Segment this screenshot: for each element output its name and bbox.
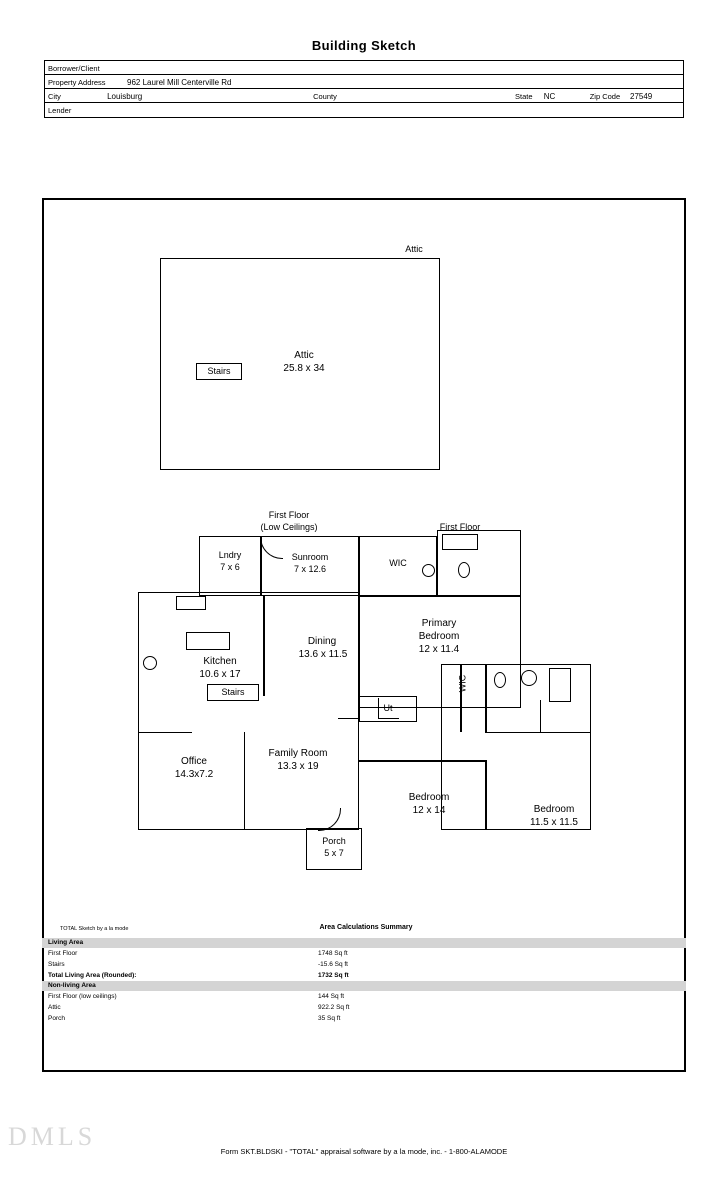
form-footer-text: Form SKT.BLDSKI - "TOTAL" appraisal software by a la mode, inc. - 1-800-ALAMODE bbox=[220, 1147, 508, 1156]
primary-bedroom-dims: 12 x 11.4 bbox=[418, 644, 460, 655]
porch-dims: 5 x 7 bbox=[324, 848, 344, 858]
sunroom-name: Sunroom bbox=[291, 552, 329, 562]
sunroom-dims: 7 x 12.6 bbox=[293, 564, 327, 574]
hall-bath-divider bbox=[540, 700, 541, 732]
dining-dims: 13.6 x 11.5 bbox=[298, 649, 348, 660]
area-calculations-title: Area Calculations Summary bbox=[319, 924, 413, 931]
calc-value: 1732 Sq ft bbox=[318, 972, 349, 979]
laundry-name: Lndry bbox=[218, 550, 242, 560]
office-dims: 14.3x7.2 bbox=[174, 769, 214, 780]
total-sketch-note: TOTAL Sketch by a la mode bbox=[60, 926, 129, 932]
calc-value: 922.2 Sq ft bbox=[318, 1004, 350, 1011]
area-calculations-summary bbox=[42, 938, 686, 1024]
calc-row-first-floor-low-ceilings bbox=[42, 991, 686, 1002]
first-floor-title-label: First Floor bbox=[439, 522, 481, 532]
page-title: Building Sketch bbox=[311, 38, 417, 53]
property-address-label: Property Address bbox=[48, 78, 106, 87]
property-address-value: 962 Laurel Mill Centerville Rd bbox=[127, 78, 232, 87]
calc-label: First Floor (low ceilings) bbox=[48, 993, 117, 1000]
calc-label: Porch bbox=[48, 1015, 65, 1022]
kitchen-sink-fixture bbox=[143, 656, 157, 670]
bedroom2-top-wall bbox=[359, 760, 487, 762]
city-value: Louisburg bbox=[107, 92, 143, 101]
main-left-wing-outline bbox=[138, 592, 359, 830]
counter-fixture bbox=[186, 632, 230, 650]
calc-value: -15.6 Sq ft bbox=[318, 961, 348, 968]
utility-door-arc-right bbox=[378, 698, 399, 719]
calc-value: 35 Sq ft bbox=[318, 1015, 341, 1022]
property-header-table bbox=[44, 60, 684, 118]
office-top-wall bbox=[138, 732, 192, 733]
lender-label: Lender bbox=[48, 106, 72, 115]
attic-room-dims: 25.8 x 34 bbox=[283, 363, 325, 374]
attic-title-label: Attic bbox=[405, 244, 423, 254]
sink-fixture-hall bbox=[521, 670, 537, 686]
office-name: Office bbox=[181, 756, 207, 767]
calc-label: First Floor bbox=[48, 950, 78, 957]
hall-bath-bottom-wall bbox=[485, 732, 591, 733]
zip-value: 27549 bbox=[630, 92, 653, 101]
family-room-dims: 13.3 x 19 bbox=[277, 761, 319, 772]
utility-door-arc-left bbox=[338, 698, 359, 719]
calc-value: 144 Sq ft bbox=[318, 993, 345, 1000]
zip-label: Zip Code bbox=[589, 92, 621, 101]
lender-value bbox=[123, 103, 683, 117]
state-label: State bbox=[515, 92, 533, 101]
calc-row-porch bbox=[42, 1013, 686, 1024]
wic-mid-right-wall bbox=[485, 664, 487, 732]
calc-label: Total Living Area (Rounded): bbox=[48, 972, 137, 979]
calc-label: Attic bbox=[48, 1004, 61, 1011]
kitchen-dims: 10.6 x 17 bbox=[199, 669, 241, 680]
wic-top-label: WIC bbox=[389, 558, 407, 568]
laundry-dims: 7 x 6 bbox=[220, 562, 240, 572]
attic-room-name: Attic bbox=[294, 350, 314, 361]
county-label: County bbox=[313, 92, 337, 101]
property-address-row bbox=[45, 75, 683, 89]
wic-mid-label: WIC bbox=[457, 674, 468, 693]
lender-row bbox=[45, 103, 683, 117]
bedroom2-name: Bedroom bbox=[408, 792, 450, 803]
utility-label: Ut bbox=[383, 703, 393, 713]
calc-row-attic bbox=[42, 1002, 686, 1013]
calc-row-first-floor bbox=[42, 948, 686, 959]
office-family-wall bbox=[244, 732, 245, 830]
state-value: NC bbox=[543, 92, 556, 101]
primary-bedroom-line1: Primary bbox=[421, 618, 457, 629]
bedroom3-name: Bedroom bbox=[533, 804, 575, 815]
primary-bedroom-line2: Bedroom bbox=[418, 631, 460, 642]
nonliving-area-header: Non-living Area bbox=[42, 981, 686, 991]
borrower-row bbox=[45, 61, 683, 75]
borrower-label: Borrower/Client bbox=[48, 64, 100, 73]
attic-stairs-marker: Stairs bbox=[196, 363, 242, 380]
bathtub-fixture-primary bbox=[442, 534, 478, 550]
bedroom2-bedroom3-wall bbox=[485, 760, 487, 830]
first-floor-stairs-marker: Stairs bbox=[207, 684, 259, 701]
borrower-value bbox=[123, 61, 683, 74]
city-county-state-zip-row bbox=[45, 89, 683, 103]
city-label: City bbox=[48, 92, 61, 101]
family-room-name: Family Room bbox=[268, 748, 328, 759]
calc-row-stairs bbox=[42, 959, 686, 970]
calc-value: 1748 Sq ft bbox=[318, 950, 348, 957]
calc-row-total-living-area bbox=[42, 970, 686, 981]
living-area-header: Living Area bbox=[42, 938, 686, 948]
first-floor-low-ceilings-label-2: (Low Ceilings) bbox=[260, 522, 318, 532]
kitchen-name: Kitchen bbox=[203, 656, 237, 667]
calc-label: Stairs bbox=[48, 961, 65, 968]
shower-fixture-hall bbox=[549, 668, 571, 702]
toilet-fixture-hall bbox=[494, 672, 506, 688]
dining-name: Dining bbox=[307, 636, 337, 647]
cooktop-fixture bbox=[176, 596, 206, 610]
bedroom3-dims: 11.5 x 11.5 bbox=[530, 817, 578, 828]
porch-name: Porch bbox=[322, 836, 346, 846]
watermark-logo: DMLS bbox=[8, 1122, 97, 1151]
first-floor-low-ceilings-label-1: First Floor bbox=[268, 510, 310, 520]
sink-fixture-primary bbox=[422, 564, 435, 577]
county-value bbox=[345, 89, 512, 102]
toilet-fixture-primary bbox=[458, 562, 470, 578]
bedroom2-dims: 12 x 14 bbox=[412, 805, 446, 816]
kitchen-dining-wall bbox=[263, 596, 265, 696]
